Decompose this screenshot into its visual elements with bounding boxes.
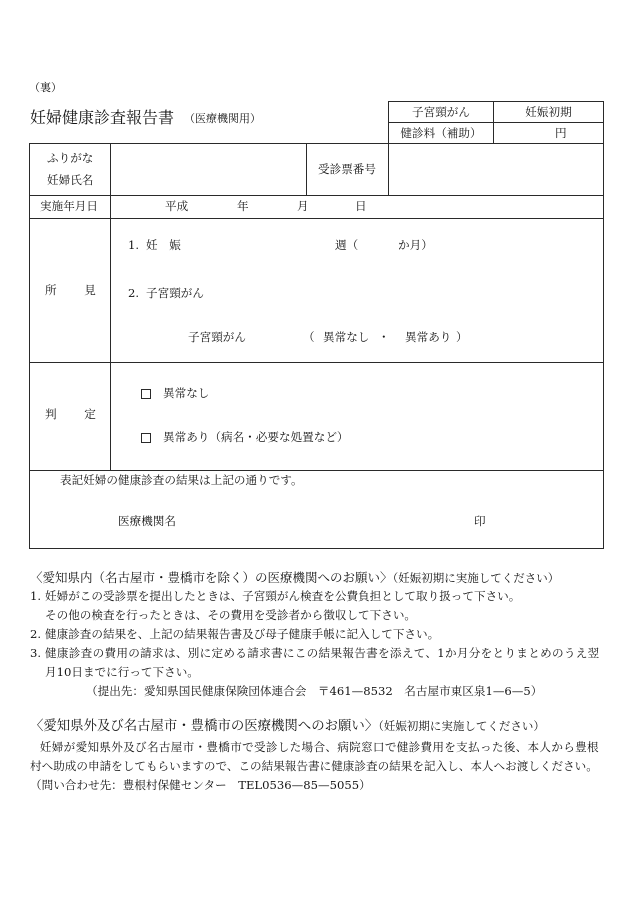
certification-statement: 表記妊婦の健康診査の結果は上記の通りです。 (60, 473, 303, 487)
fee-label: 健診料（補助） (400, 126, 482, 140)
notice-in-prefecture-heading-note: （妊娠初期に実施してください） (392, 571, 560, 585)
page-side-label: （裏） (29, 81, 62, 94)
voucher-number-label: 受診票番号 (318, 162, 376, 176)
checkbox-empty-icon[interactable] (141, 389, 151, 399)
notice-out-prefecture-heading-line (30, 719, 545, 735)
date-day-unit: 日 (355, 199, 367, 213)
cervical-result-paren-close: ） (456, 330, 468, 344)
judgment-abnormal-option: 異常あり（病名・必要な処置など） (163, 430, 349, 444)
exam-date-label: 実施年月日 (40, 199, 98, 213)
notice-item-line: 健康診査の結果を、上記の結果報告書及び母子健康手帳に記入して下さい。 (45, 627, 440, 641)
cervical-result-separator: ・ (378, 330, 390, 344)
notice-out-prefecture-line: 村へ助成の申請をしてもらいますので、この結果報告書に健康診査の結果を記入し、本人へお渡しください。 (30, 759, 598, 773)
judgment-normal-option: 異常なし (163, 386, 210, 400)
notice-in-prefecture-heading-line (30, 570, 559, 585)
cervical-item-label: 子宮頸がん (146, 286, 204, 300)
row-divider-date (29, 218, 604, 219)
notice-item-line: その他の検査を行ったときは、その費用を受診者から徴収して下さい。 (45, 608, 417, 622)
date-year-unit: 年 (237, 199, 249, 213)
medical-institution-label: 医療機関名 (118, 514, 176, 528)
cervical-result-abnormal-option[interactable]: 異常あり (405, 330, 452, 344)
gestation-weeks-field[interactable] (200, 236, 332, 254)
notice-item-line: 健康診査の費用の請求は、別に定める請求書にこの結果報告書を添えて、1か月分をとりまとめのうえ翌 (45, 646, 600, 660)
notice-out-prefecture-heading-note: （妊娠初期に実施してください） (378, 719, 545, 733)
pregnancy-item-number: 1. (128, 238, 140, 252)
row-divider-findings (29, 362, 604, 363)
cervical-item-number: 2. (128, 286, 140, 300)
notice-item-line: 月10日までに行って下さい。 (45, 665, 199, 679)
form-subtitle: （医療機関用） (184, 112, 261, 125)
exam-type-label: 子宮頸がん (412, 105, 470, 119)
voucher-number-field[interactable] (389, 144, 603, 195)
judgment-label: 判 定 (45, 407, 98, 421)
furigana-label: ふりがな (47, 151, 94, 165)
cervical-result-label: 子宮頸がん (188, 330, 246, 344)
notice-out-prefecture-heading: 〈愛知県外及び名古屋市・豊橋市の医療機関へのお願い〉 (30, 719, 379, 734)
contact-info: （問い合わせ先：豊根村保健センター TEL0536—85—5055） (30, 778, 371, 792)
notice-out-prefecture-line: 妊婦が愛知県外及び名古屋市・豊橋市で受診した場合、病院窓口で健診費用を支払った後、本人から豊根 (28, 740, 599, 754)
exam-period-value: 妊娠初期 (525, 105, 572, 119)
checkbox-empty-icon[interactable] (141, 433, 151, 443)
notice-item-number: 3. (30, 646, 42, 660)
fee-amount-field[interactable] (494, 123, 552, 143)
gestation-months-field[interactable] (360, 236, 396, 254)
cervical-result-normal-option[interactable]: 異常なし (323, 330, 370, 344)
patient-name-label: 妊婦氏名 (47, 173, 94, 187)
date-era: 平成 (165, 199, 189, 213)
notice-item-number: 2. (30, 627, 42, 641)
notice-in-prefecture-heading: 〈愛知県内（名古屋市・豊橋市を除く）の医療機関へのお願い〉 (30, 570, 393, 585)
form-title: 妊婦健康診査報告書 (30, 108, 175, 127)
name-column-divider (306, 143, 307, 195)
notice-item-line: 妊婦がこの受診票を提出したときは、子宮頸がん検査を公費負担として取り扱って下さい。 (45, 589, 521, 603)
notice-item-number: 1. (30, 589, 42, 603)
medical-institution-field[interactable] (182, 508, 467, 534)
cervical-result-paren-open: （ (303, 330, 315, 344)
gestation-months-unit: か月） (398, 238, 433, 252)
date-month-unit: 月 (297, 199, 309, 213)
row-divider-judgment (29, 470, 604, 471)
patient-name-field[interactable] (111, 144, 306, 195)
seal-label: 印 (474, 514, 486, 528)
fee-unit: 円 (555, 126, 567, 140)
pregnancy-item-label: 妊 娠 (146, 238, 181, 252)
submission-address: （提出先：愛知県国民健康保険団体連合会 〒461—8532 名古屋市東区泉1—6—5） (86, 684, 543, 698)
gestation-weeks-unit: 週（ (335, 238, 359, 252)
findings-label: 所 見 (45, 283, 98, 297)
